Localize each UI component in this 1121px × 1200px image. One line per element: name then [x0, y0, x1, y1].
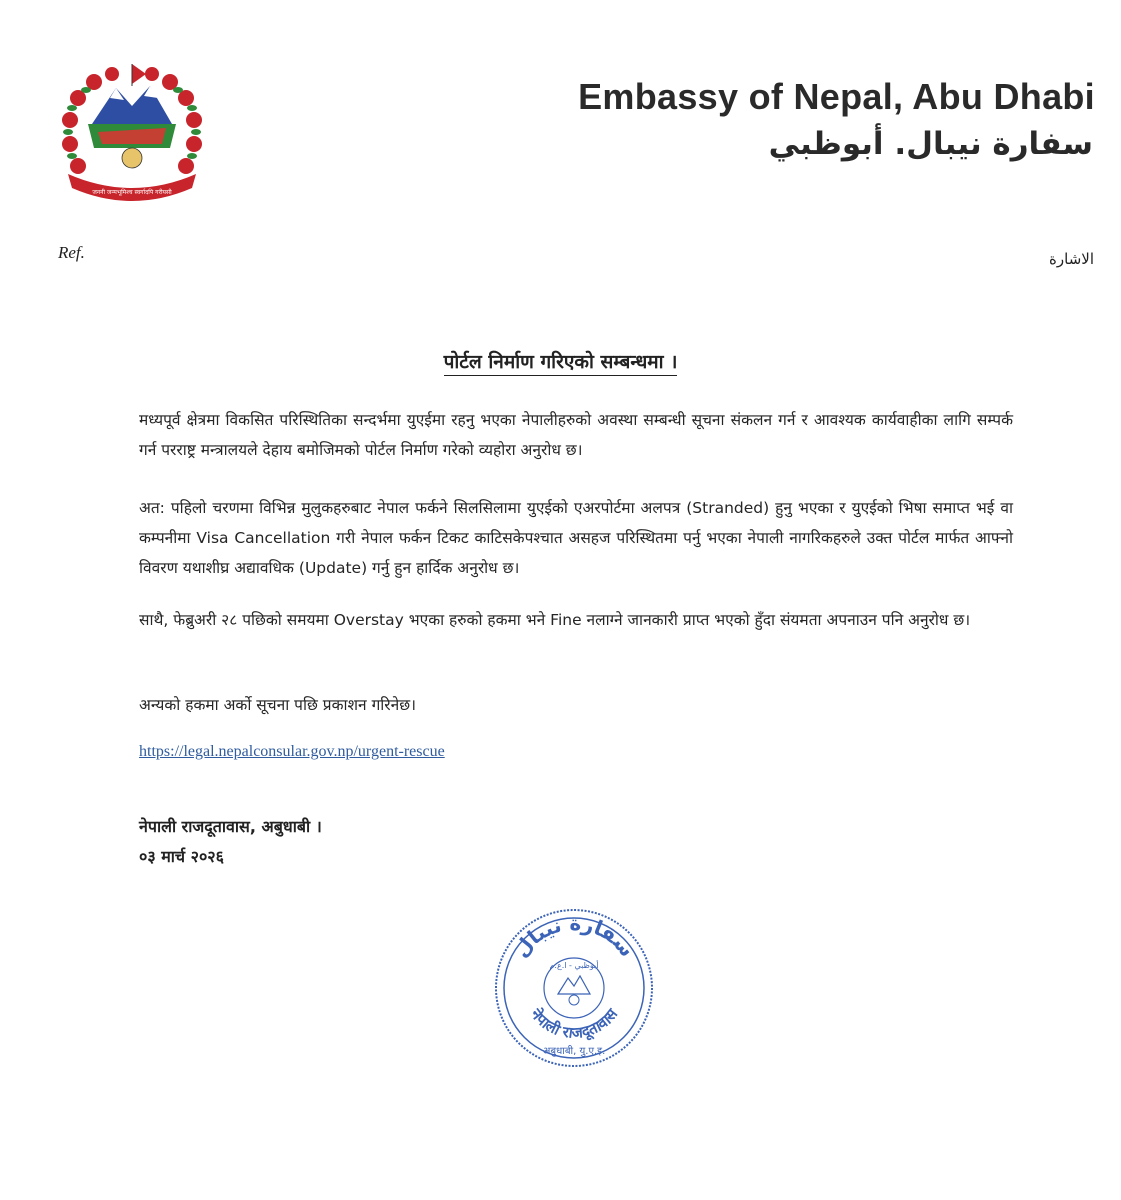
paragraph-4: अन्यको हकमा अर्को सूचना पछि प्रकाशन गरिनेछ। [139, 696, 416, 714]
letter-subject [0, 348, 1121, 374]
paragraph-2: अत: पहिलो चरणमा विभिन्न मुलुकहरुबाट नेपाल फर्कने सिलसिलामा युएईको एअरपोर्टमा अलपत्र (Stranded) हुनु भएका र युएईको भिषा समाप्त भई वा कम्पनीमा Visa Cancellation गरी नेपाल फर्कन टिकट काटिसकेपश्चात असहज परिस्थितमा पर्नु भएका नेपाली नागरिकहरुले उक्त पोर्टल मार्फत आफ्नो विवरण यथाशीघ्र अद्यावधिक (Update) गर्नु हुन हार्दिक अनुरोध छ। [139, 499, 1013, 577]
ref-label-arabic: الاشارة [1049, 250, 1094, 268]
stamp-nepali-subtext: अबुधाबी, यु.ए.इ. [542, 1046, 606, 1057]
paragraph-3: साथै, फेब्रुअरी २८ पछिको समयमा Overstay भएका हरुको हकमा भने Fine नलाग्ने जानकारी प्राप्त भएको हुँदा संयमता अपनाउन पनि अनुरोध छ। [139, 611, 971, 629]
emblem-motto: जननी जन्मभूमिश्च स्वर्गादपि गरीयसी [92, 189, 172, 196]
svg-text:नेपाली राजदूतावास [526, 1005, 621, 1043]
embassy-name-arabic: سفارة نيبال. أبوظبي [768, 126, 1093, 162]
stamp-nepali-text: नेपाली राजदूतावास [526, 1005, 622, 1042]
embassy-stamp-icon [488, 904, 660, 1072]
paragraph-1: मध्यपूर्व क्षेत्रमा विकसित परिस्थितिका सन्दर्भमा युएईमा रहनु भएका नेपालीहरुको अवस्था सम्बन्धी सूचना संकलन गर्न र आवश्यक कार्यवाहीका लागि सम्पर्क गर्न परराष्ट्र मन्त्रालयले देहाय बमोजिमको पोर्टल निर्माण गरेको व्यहोरा अनुरोध छ। [139, 411, 1013, 459]
svg-text:سفارة نيبال [509, 911, 640, 962]
stamp-arabic-subtext: أبوظبي - ا.ع.م [549, 961, 599, 970]
urgent-rescue-link[interactable]: https://legal.nepalconsular.gov.np/urgent-rescue [139, 743, 445, 760]
embassy-name-english: Embassy of Nepal, Abu Dhabi [578, 76, 1095, 117]
signature-name: नेपाली राजदूतावास, अबुधाबी । [139, 817, 322, 836]
stamp-arabic-text: سفارة نيبال [508, 910, 640, 962]
nepal-emblem-icon [58, 62, 206, 210]
subject-text: पोर्टल निर्माण गरिएको सम्बन्धमा । [444, 351, 678, 376]
ref-label-english: Ref. [58, 243, 85, 262]
signature-date: ०३ मार्च २०२६ [139, 847, 224, 866]
